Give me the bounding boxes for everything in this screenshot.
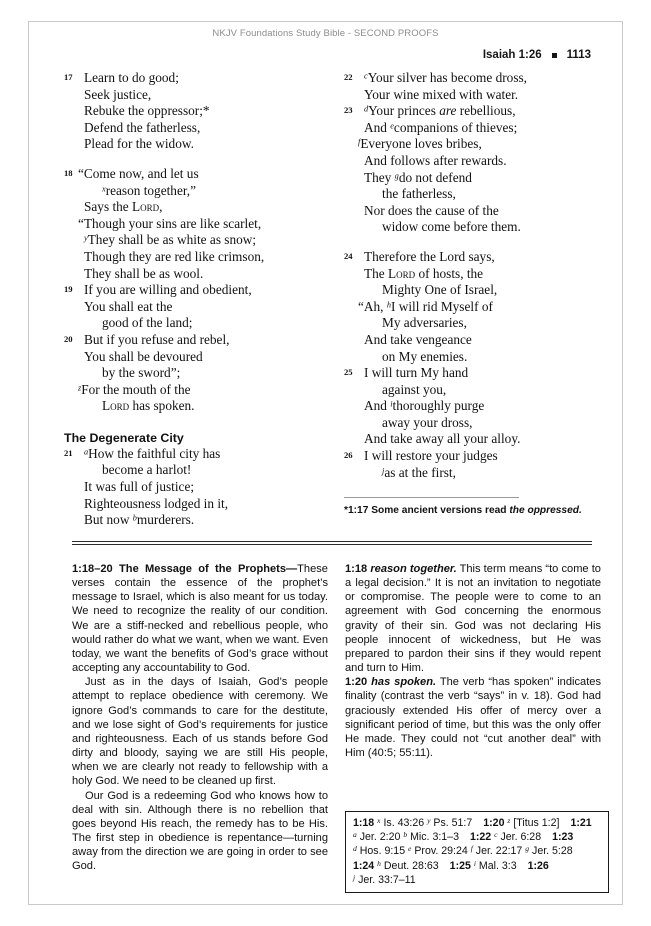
- xref-letter: y: [427, 815, 431, 825]
- xref-verse: 1:23: [552, 831, 574, 844]
- verse-line: Righteousness lodged in it,: [84, 495, 229, 511]
- verse-line: And $^e$companions of thieves;: [364, 119, 518, 135]
- xref-letter: g: [525, 844, 530, 854]
- xref-verse: 1:21: [570, 817, 592, 829]
- verse-line: You shall be devoured: [84, 348, 203, 364]
- verse-line: by the sword”;: [102, 365, 181, 381]
- footnote-marker-g: g: [394, 171, 399, 181]
- xref-item: [353, 845, 405, 857]
- xref-target: Jer. 22:17: [472, 845, 523, 858]
- verse-26: [344, 448, 603, 481]
- verse-25: [344, 365, 603, 448]
- xref-letter: z: [507, 815, 511, 825]
- footnote-marker: *: [344, 505, 348, 517]
- xref-item: [353, 874, 416, 886]
- verse-line: $^y$They shall be as white as snow;: [84, 232, 257, 248]
- verse-22: [344, 70, 603, 103]
- footnote-marker-x: x: [102, 184, 106, 194]
- verse-number: 22: [344, 72, 353, 82]
- verse-number: 24: [344, 250, 353, 261]
- verse-line: And take away all your alloy.: [364, 431, 521, 447]
- scripture-body: [64, 70, 600, 529]
- footnote-marker-e: e: [390, 121, 394, 131]
- xref-item: [377, 817, 424, 829]
- xref-target: Hos. 9:15: [356, 845, 406, 858]
- note-body: Our God is a redeeming God who knows how to deal with sin. Although there is no rebellion that goes beyond His reach, the remedy has to be His. The first step in obedience is repentance—turning away from the direction we are going in order to see God.: [72, 789, 328, 873]
- xref-letter: b: [403, 830, 408, 840]
- note-body: These verses contain the essence of the prophet’s message to Israel, which is also meant for us today. We need to recognize the reality of our condition. We are a stiff-necked and rebellious people, who would rather do what we want, when we want. Even today, we want the benefits of God’s grace without accepting any accountability to God.: [72, 563, 328, 675]
- study-notes-column-left: [72, 562, 328, 873]
- xref-verse: 1:26: [527, 859, 549, 872]
- xref-item: [525, 845, 572, 857]
- footnote-marker-h: h: [386, 300, 391, 310]
- verse-23: [344, 103, 603, 236]
- verse-line: They shall be as wool.: [84, 265, 204, 281]
- page-footnote: [344, 504, 603, 517]
- verse-line: the fatherless,: [382, 186, 456, 202]
- verse-line: Seek justice,: [84, 86, 152, 102]
- note-body: Just as in the days of Isaiah, God’s people attempt to replace obedience with ceremony. We ignore God’s commands to care for the destitute, and we lose sight of God’s requirements for justice and righteousness. Each of us stands before God dirty and bloody, saying we are still His people, when we are clearly not ready to fellowship with a holy God. We need to be cleaned up first.: [72, 676, 328, 788]
- xref-item: [403, 831, 459, 843]
- xref-target: Mal. 3:3: [475, 859, 517, 872]
- footnote-reference: 1:17: [347, 505, 369, 517]
- verse-line: Mighty One of Israel,: [382, 282, 498, 298]
- verse-line: $^c$Your silver has become dross,: [364, 70, 527, 85]
- verse-line: $^j$as at the first,: [382, 464, 456, 480]
- footnote-marker-f: f: [358, 137, 361, 147]
- note-term: has spoken.: [371, 676, 437, 689]
- italic-word: are: [439, 103, 457, 119]
- divine-name: Lord: [132, 199, 160, 215]
- xref-letter: d: [353, 844, 357, 854]
- xref-target: Jer. 2:20: [356, 831, 401, 844]
- scripture-column-left: [64, 70, 323, 529]
- verse-number: 19: [64, 284, 73, 295]
- verse-line: My adversaries,: [382, 315, 467, 331]
- verse-line: against you,: [382, 381, 447, 397]
- verse-line: Lord has spoken.: [102, 398, 195, 414]
- study-note: [72, 789, 328, 874]
- footnote-marker-b: b: [132, 513, 137, 523]
- verse-number: 23: [344, 105, 353, 116]
- xref-target: Jer. 5:28: [529, 845, 573, 858]
- study-note: [72, 562, 328, 675]
- verse-number: 21: [64, 447, 73, 458]
- xref-target: Prov. 29:24: [411, 845, 468, 858]
- verse-19: [64, 282, 323, 332]
- cross-reference-box: [345, 811, 609, 893]
- footnote-marker-z: z: [78, 383, 82, 393]
- note-term: reason together.: [370, 563, 457, 575]
- verse-number: 25: [344, 367, 353, 378]
- verse-line: $^d$Your princes are rebellious,: [364, 103, 516, 119]
- verse-line: I will turn My hand: [364, 365, 469, 381]
- xref-item: [427, 817, 472, 829]
- verse-24: [344, 249, 603, 365]
- verse-line: away your dross,: [382, 414, 473, 430]
- xref-target: [Titus 1:2]: [510, 817, 560, 829]
- xref-item: [494, 831, 541, 843]
- verse-number: 18: [64, 167, 73, 178]
- verse-line: become a harlot!: [102, 462, 192, 478]
- square-bullet-icon: [552, 53, 557, 58]
- verse-line: And follows after rewards.: [364, 152, 507, 168]
- xref-letter: i: [473, 858, 476, 868]
- xref-target: Mic. 3:1–3: [407, 831, 459, 844]
- footnote-rule: [344, 497, 519, 498]
- note-body: This term means “to come to a legal decision.” It is not an invitation to negotiate or compromise. The people were to come to an agreement with God concerning the enormous gravity of their sin. God was not declaring His people innocent of wickedness, but He was prepared to pardon their sins if they would repent and turn to Him.: [345, 563, 601, 675]
- footnote-marker-j: j: [382, 466, 385, 476]
- xref-letter: a: [353, 830, 357, 840]
- xref-item: [507, 817, 559, 829]
- verse-line: Learn to do good;: [84, 70, 179, 85]
- verse-line: It was full of justice;: [84, 479, 195, 495]
- note-title: The Message of the Prophets—: [119, 563, 298, 575]
- bible-page: [28, 21, 623, 905]
- note-reference: 1:18–20: [72, 563, 113, 575]
- verse-line: “Come now, and let us: [78, 165, 199, 181]
- verse-line: Nor does the cause of the: [364, 202, 499, 218]
- xref-item: [474, 860, 517, 872]
- verse-line: Rebuke the oppressor;*: [84, 103, 210, 119]
- verse-line: widow come before them.: [382, 219, 521, 235]
- study-note: [72, 675, 328, 788]
- page-reference: Isaiah 1:26: [482, 49, 542, 61]
- verse-line: Though they are red like crimson,: [84, 248, 265, 264]
- verse-line: $^f$Everyone loves bribes,: [358, 136, 482, 152]
- verse-line: “Though your sins are like scarlet,: [78, 215, 262, 231]
- xref-target: Jer. 6:28: [497, 831, 542, 844]
- verse-line: Says the Lord,: [84, 199, 163, 215]
- xref-letter: x: [377, 815, 381, 825]
- xref-verse: 1:18: [353, 817, 375, 829]
- xref-letter: h: [377, 858, 381, 868]
- verse-line: But if you refuse and rebel,: [84, 331, 230, 347]
- verse-21: [64, 446, 323, 529]
- xref-letter: c: [494, 830, 498, 840]
- xref-target: Jer. 33:7–11: [355, 873, 416, 886]
- xref-target: Is. 43:26: [380, 817, 425, 829]
- note-reference: 1:20: [345, 676, 368, 689]
- verse-line: $^a$How the faithful city has: [84, 445, 221, 461]
- xref-verse: 1:20: [483, 817, 505, 829]
- note-reference: 1:18: [345, 563, 368, 575]
- verse-line: The Lord of hosts, the: [364, 265, 484, 281]
- xref-item: [408, 845, 468, 857]
- verse-number: 20: [64, 333, 73, 344]
- verse-line: But now $^b$murderers.: [84, 512, 195, 528]
- footnote-italic: the oppressed.: [509, 505, 582, 517]
- xref-item: [471, 845, 523, 857]
- section-heading: The Degenerate City: [64, 430, 184, 445]
- xref-item: [377, 860, 439, 872]
- xref-target: Deut. 28:63: [380, 859, 439, 872]
- xref-target: Ps. 51:7: [430, 817, 473, 829]
- verse-line: on My enemies.: [382, 348, 468, 364]
- footnote-marker-d: d: [364, 104, 369, 114]
- footnote-marker-c: c: [364, 71, 368, 81]
- verse-line: $^x$reason together,”: [102, 182, 196, 198]
- verse-number: 17: [64, 72, 73, 82]
- xref-verse: 1:24: [353, 859, 375, 872]
- xref-verse: 1:25: [449, 859, 471, 872]
- verse-20: [64, 332, 323, 415]
- xref-letter: f: [470, 844, 473, 854]
- verse-line: And $^i$thoroughly purge: [364, 398, 485, 414]
- note-body: The verb “has spoken” indicates finality (contrast the verb “says” in v. 18). God had graciously extended His offer of mercy over a significant period of time, but this was the only offer He made. They could not “cut another deal” with Him (40:5; 55:11).: [345, 676, 601, 760]
- xref-verse: 1:22: [469, 831, 492, 844]
- xref-letter: e: [408, 844, 412, 854]
- verse-line: $^z$For the mouth of the: [78, 381, 191, 397]
- study-note: [345, 675, 601, 760]
- verse-line: If you are willing and obedient,: [84, 282, 252, 298]
- verse-line: They $^g$do not defend: [364, 169, 472, 185]
- footnote-marker-i: i: [390, 399, 393, 409]
- verse-line: “Ah, $^h$I will rid Myself of: [358, 298, 493, 314]
- verse-line: And take vengeance: [364, 331, 472, 347]
- divine-name: Lord: [388, 265, 416, 281]
- verse-line: Therefore the Lord says,: [364, 248, 495, 264]
- scripture-column-right: [344, 70, 603, 529]
- divine-name: Lord: [102, 398, 130, 414]
- folio-line: [483, 49, 591, 61]
- verse-line: I will restore your judges: [364, 448, 498, 464]
- footnote-marker-a: a: [84, 447, 89, 457]
- verse-18: [64, 166, 323, 282]
- verse-line: Your wine mixed with water.: [364, 86, 519, 102]
- xref-letter: j: [353, 872, 356, 882]
- verse-line: You shall eat the: [84, 298, 173, 314]
- section-divider: [72, 541, 592, 545]
- footnote-marker-y: y: [84, 233, 88, 243]
- verse-line: good of the land;: [102, 315, 193, 331]
- verse-17: [64, 70, 323, 153]
- verse-line: Defend the fatherless,: [84, 119, 201, 135]
- study-note: [345, 562, 601, 675]
- verse-line: Plead for the widow.: [84, 136, 194, 152]
- page-number: 1113: [566, 49, 591, 61]
- verse-number: 26: [344, 450, 353, 461]
- running-head: NKJV Foundations Study Bible - SECOND PROOFS: [212, 28, 439, 39]
- footnote-text: Some ancient versions read: [371, 505, 510, 517]
- xref-item: [353, 831, 400, 843]
